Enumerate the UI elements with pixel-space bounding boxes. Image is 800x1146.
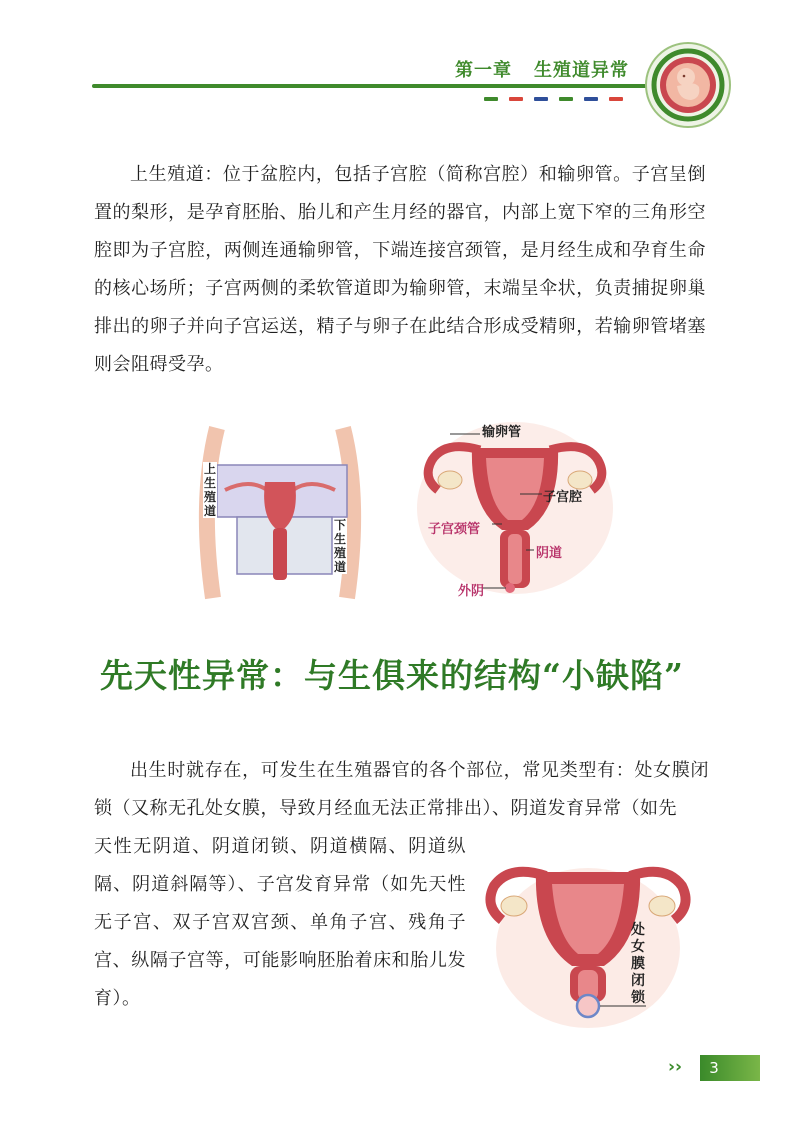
header-dash xyxy=(534,97,548,101)
header-dash xyxy=(584,97,598,101)
chapter-title: 生殖道异常 xyxy=(534,60,629,81)
congenital-wrap-paragraph: 天性无阴道、阴道闭锁、阴道横隔、阴道纵隔、阴道斜隔等）、子宫发育异常（如先天性无子宫、双子宫双宫颈、单角子宫、残角子宫、纵隔子宫等，可能影响胚胎着床和胎儿发育）。 xyxy=(94,836,466,1009)
header-dash xyxy=(509,97,523,101)
page-arrow-icon: ›› xyxy=(668,1057,683,1077)
imperforate-hymen-label-text: 处女膜闭锁 xyxy=(631,922,645,1006)
cervical-canal-label: 子宫颈管 xyxy=(428,522,481,537)
header-dash xyxy=(609,97,623,101)
lower-tract-label xyxy=(333,518,347,574)
vulva-label: 外阴 xyxy=(458,584,485,599)
upper-tract-label-text: 上生殖道 xyxy=(203,462,216,518)
header-rule xyxy=(92,84,652,88)
page-number: 3 xyxy=(709,1059,719,1077)
header-dash xyxy=(559,97,573,101)
section-title: 先天性异常：与生俱来的结构“小缺陷” xyxy=(100,656,684,695)
chapter-heading xyxy=(455,56,629,82)
vagina-label: 阴道 xyxy=(536,546,563,561)
header-dash xyxy=(484,97,498,101)
upper-tract-paragraph: 上生殖道：位于盆腔内，包括子宫腔（简称宫腔）和输卵管。子宫呈倒置的梨形，是孕育胚胎、胎儿和产生月经的器官，内部上宽下窄的三角形空腔即为子宫腔，两侧连通输卵管，下端连接宫颈管，是月经生成和孕育生命的核心场所；子宫两侧的柔软管道即为输卵管，末端呈伞状，负责捕捉卵巢排出的卵子并向子宫运送，精子与卵子在此结合形成受精卵，若输卵管堵塞则会阻碍受孕。 xyxy=(94,164,706,375)
reproductive-tract-figure xyxy=(195,420,365,602)
upper-tract-label xyxy=(203,462,217,518)
fallopian-tube-label: 输卵管 xyxy=(482,425,522,440)
lower-tract-label-text: 下生殖道 xyxy=(333,518,346,574)
imperforate-hymen-label xyxy=(630,922,646,1007)
header-dashes xyxy=(484,97,623,101)
chapter-number: 第一章 xyxy=(455,60,512,81)
fetus-emblem-icon xyxy=(643,40,733,130)
imperforate-hymen-figure xyxy=(478,848,700,1030)
congenital-intro-paragraph: 出生时就存在，可发生在生殖器官的各个部位，常见类型有：处女膜闭锁（又称无孔处女膜，导致月经血无法正常排出）、阴道发育异常（如先 xyxy=(94,760,709,819)
uterus-anatomy-figure xyxy=(410,418,620,598)
uterine-cavity-label: 子宫腔 xyxy=(543,490,583,505)
